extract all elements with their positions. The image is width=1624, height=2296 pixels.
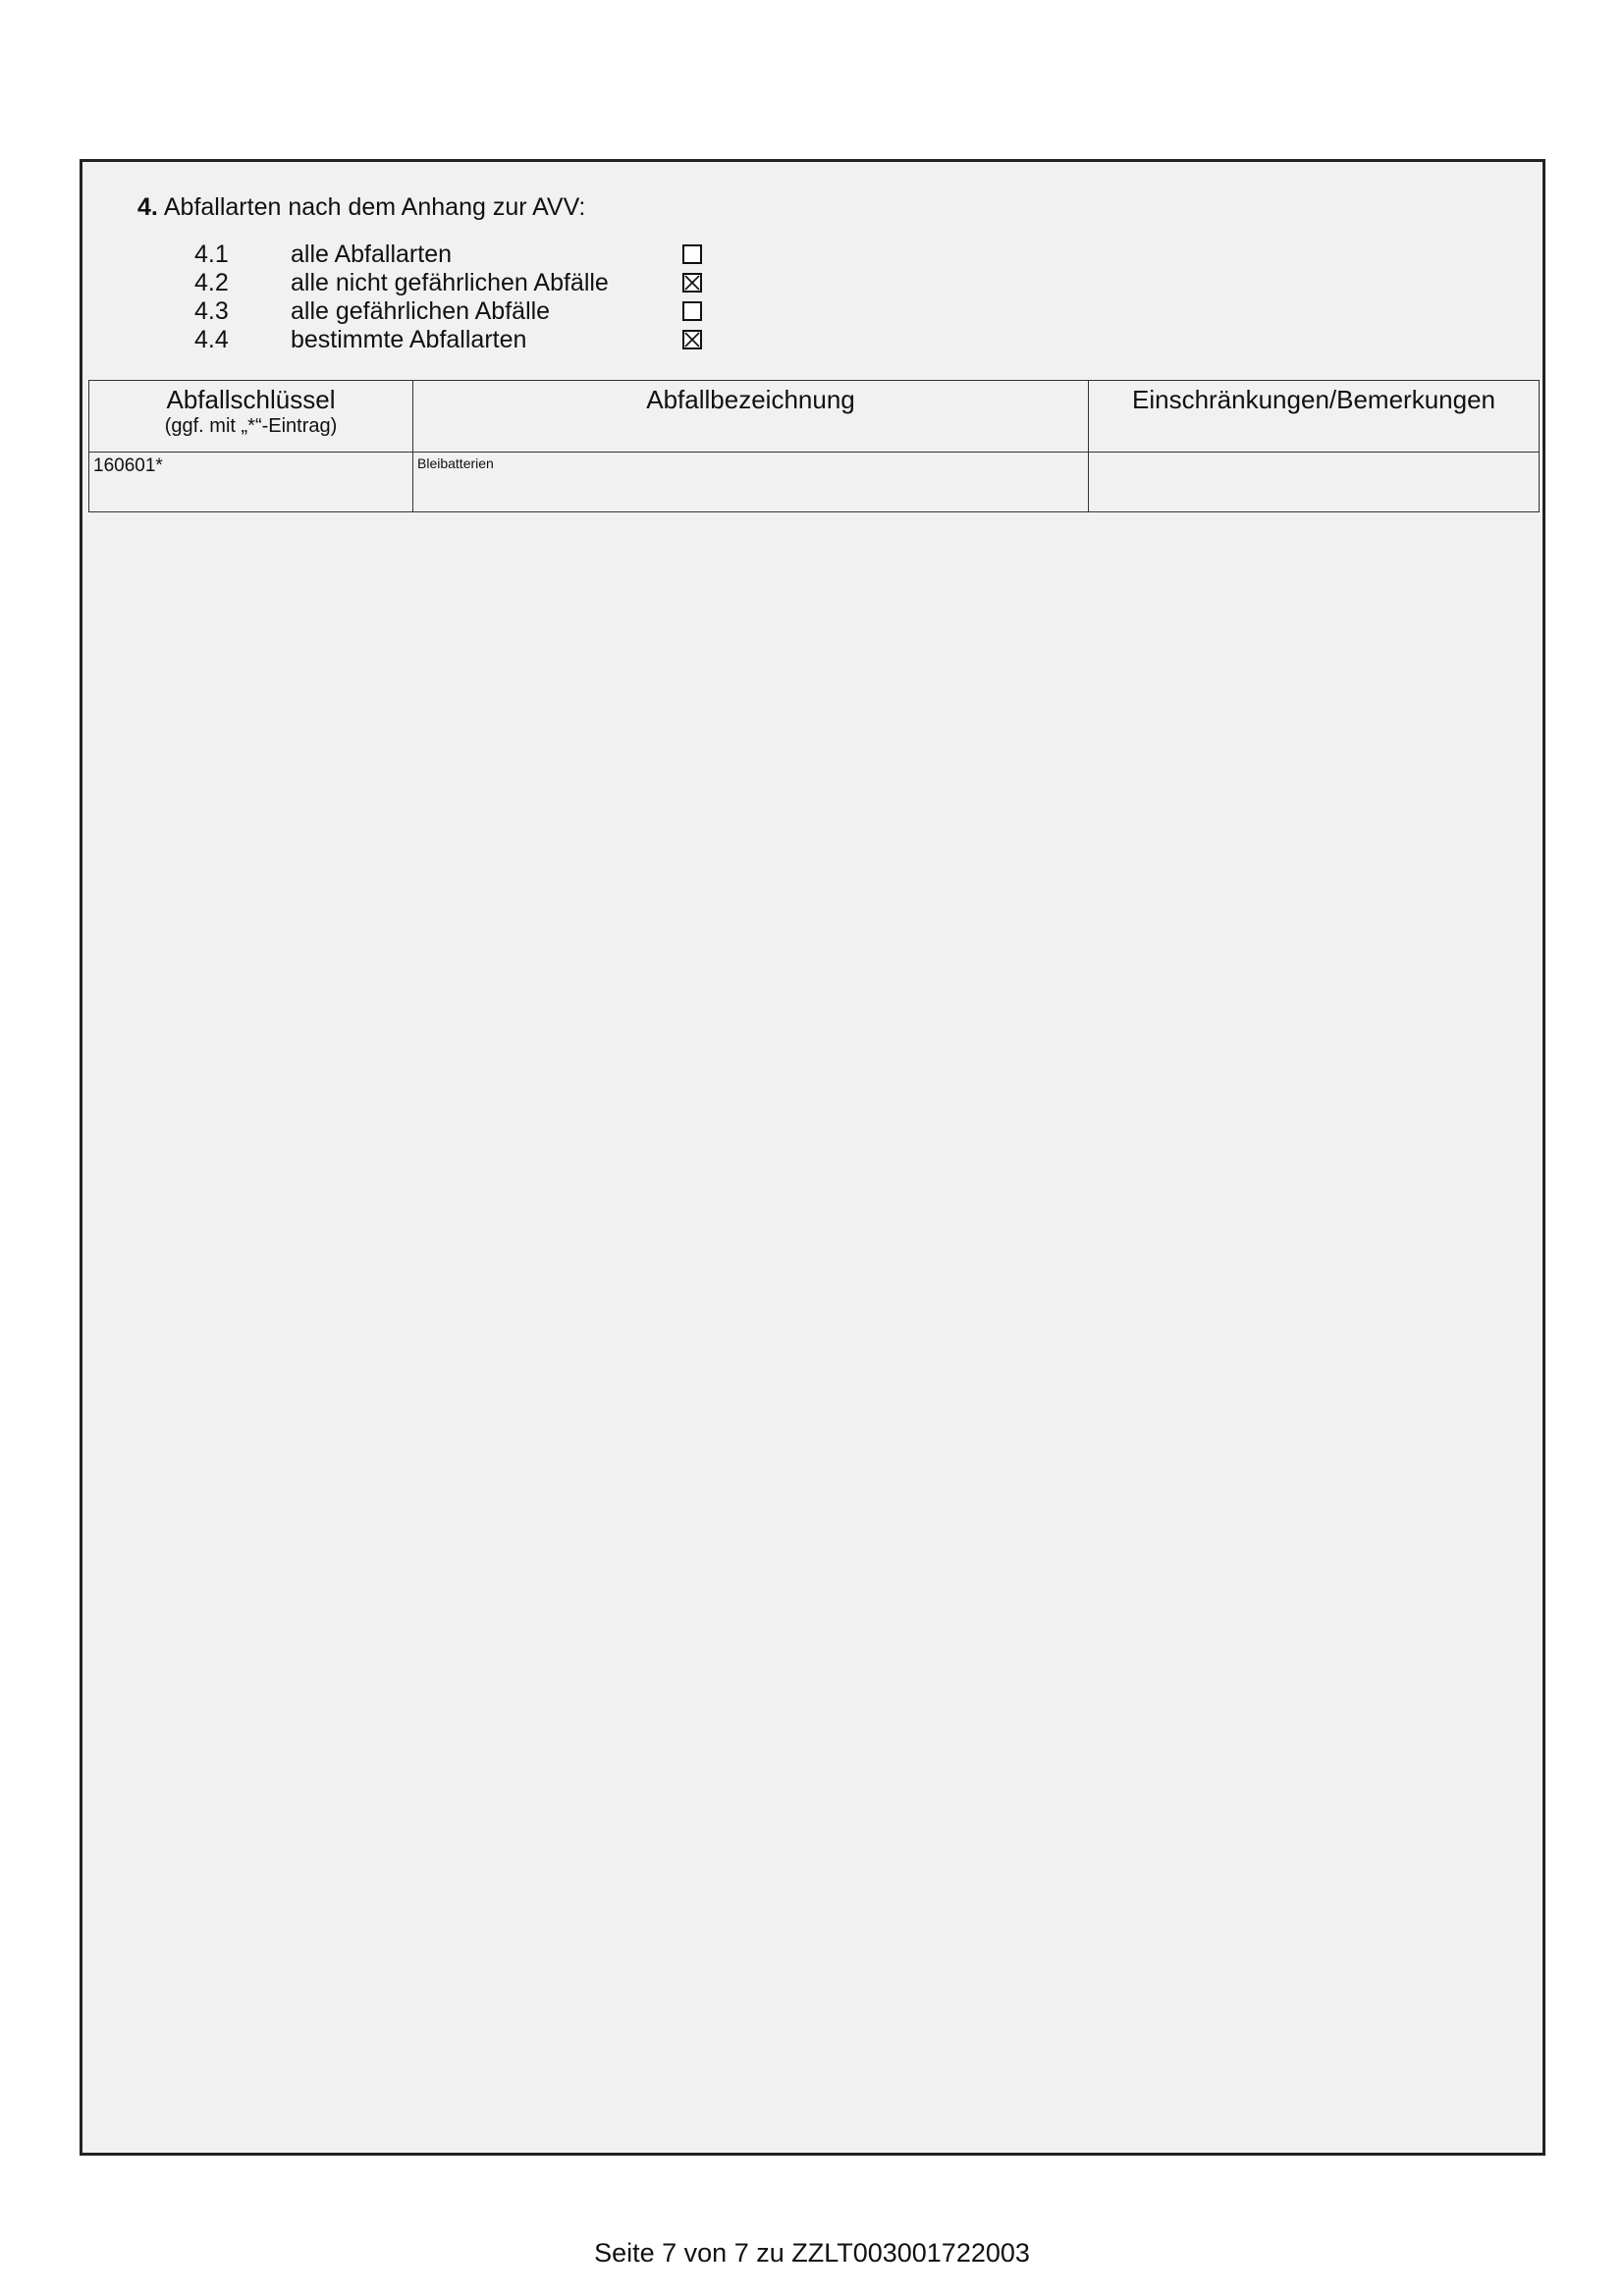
cell-waste-code: 160601* xyxy=(89,453,413,512)
waste-table xyxy=(88,380,1540,512)
header-waste-designation-label: Abfallbezeichnung xyxy=(646,385,855,414)
header-remarks-label: Einschränkungen/Bemerkungen xyxy=(1131,385,1496,414)
option-label: alle gefährlichen Abfälle xyxy=(291,297,551,325)
checkbox-non-hazardous-waste[interactable] xyxy=(682,273,702,293)
section-number: 4. xyxy=(137,193,158,221)
header-remarks xyxy=(1089,381,1540,453)
option-label: bestimmte Abfallarten xyxy=(291,326,527,353)
checkbox-specific-waste-types[interactable] xyxy=(682,330,702,349)
option-number: 4.3 xyxy=(194,297,229,325)
section-heading xyxy=(137,193,585,222)
option-label: alle Abfallarten xyxy=(291,240,453,268)
header-waste-code-note: (ggf. mit „*“-Eintrag) xyxy=(164,415,338,437)
option-number: 4.4 xyxy=(194,326,229,353)
cell-remarks xyxy=(1089,453,1540,512)
option-number: 4.1 xyxy=(194,240,229,268)
page-footer: Seite 7 von 7 zu ZZLT003001722003 xyxy=(594,2238,1030,2268)
header-waste-code xyxy=(89,381,413,453)
header-waste-code-label: Abfallschlüssel xyxy=(166,385,336,414)
checkbox-all-waste-types[interactable] xyxy=(682,244,702,264)
header-waste-designation xyxy=(413,381,1089,453)
cell-waste-designation: Bleibatterien xyxy=(413,453,1089,512)
checkbox-hazardous-waste[interactable] xyxy=(682,301,702,321)
option-label: alle nicht gefährlichen Abfälle xyxy=(291,269,609,296)
option-number: 4.2 xyxy=(194,269,229,296)
form-frame xyxy=(80,159,1545,2156)
table-header-row xyxy=(89,381,1540,453)
table-row xyxy=(89,453,1540,512)
section-title: Abfallarten nach dem Anhang zur AVV: xyxy=(163,193,586,221)
